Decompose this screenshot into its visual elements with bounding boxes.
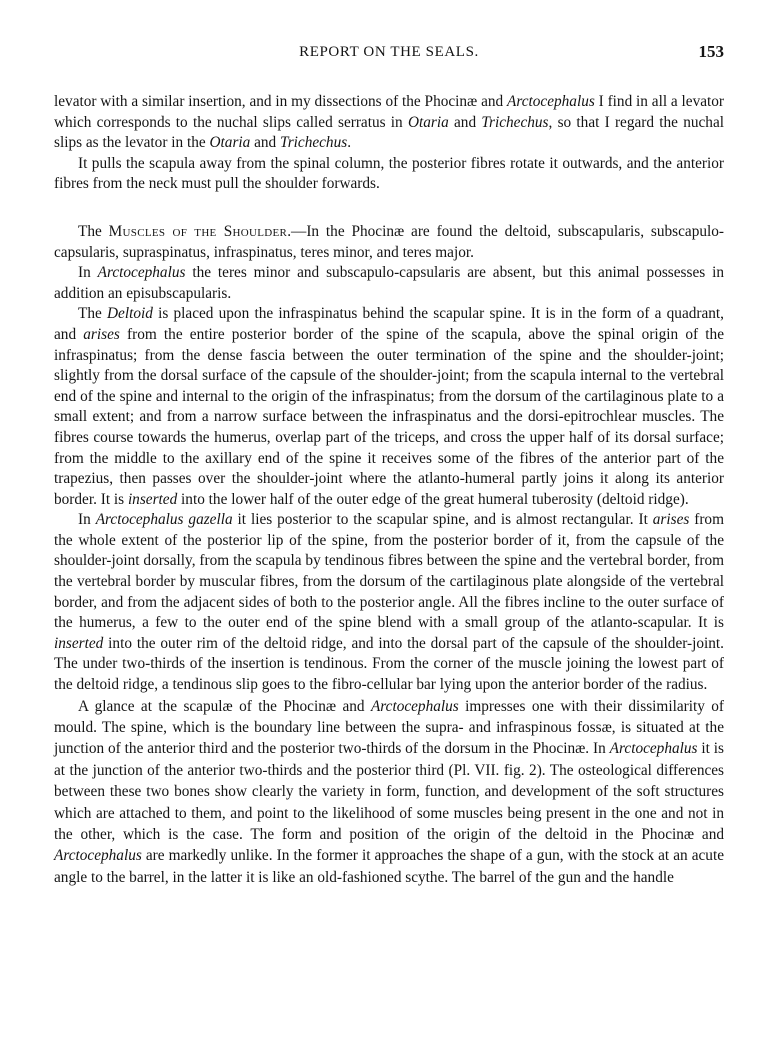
text-run: . (347, 134, 352, 152)
text-run: the teres minor and subscapulo-capsularis are absent, but this animal possesses in addition an episubscapularis. (54, 264, 724, 302)
paragraph-p7 (54, 696, 724, 889)
text-run: and (250, 134, 281, 152)
italic-term: inserted (127, 490, 178, 508)
paragraph-p3 (54, 222, 724, 263)
text-run: The (78, 222, 109, 240)
body-text (54, 92, 724, 888)
italic-term: Arctocephalus gazella (95, 511, 233, 529)
section-gap (54, 195, 724, 222)
paragraph-p5 (54, 304, 724, 510)
text-run: is placed upon the infraspinatus behind the scapular spine. It is in the form of a quadrant, and (54, 305, 724, 343)
italic-term: Otaria (209, 134, 251, 152)
running-head: REPORT ON THE SEALS. (299, 44, 479, 60)
italic-term: inserted (54, 634, 104, 652)
text-run: In (78, 511, 96, 529)
section-heading: Muscles of the Shoulder (108, 222, 288, 240)
text-run: into the outer rim of the deltoid ridge, and into the dorsal part of the capsule of the shoulder-joint. The under two-thirds of the insertion is tendinous. From the corner of the muscle joining the lowest part of the deltoid ridge, a tendinous slip goes to the fibro-cellular bar lying upon the anterior border of the radius. (54, 634, 724, 694)
italic-term: Arctocephalus (609, 740, 698, 758)
text-run: , so that I regard the nuchal slips as the levator in the (54, 113, 724, 152)
italic-term: Arctocephalus (54, 847, 142, 865)
text-run: are markedly unlike. In the former it approaches the shape of a gun, with the stock at an acute angle to the barrel, in the latter it is like an old-fashioned scythe. The barrel of the gun and the handle (54, 847, 724, 886)
page-header (54, 44, 724, 66)
paragraph-p6 (54, 510, 724, 695)
italic-term: Arctocephalus (370, 697, 459, 715)
text-run: impresses one with their dissimilarity of mould. The spine, which is the boundary line between the supra- and infraspinous fossæ, is situated at the junction of the anterior third and the posterior two-thirds of the dorsum in the Phocinæ. In (54, 697, 724, 758)
italic-term: Trichechus (280, 134, 348, 152)
text-run: from the whole extent of the posterior lip of the spine, from the posterior border of it, from the capsule of the shoulder-joint dorsally, from the scapula by tendinous fibres between the spine and the vertebral border, from the vertebral border by muscular fibres, from the dorsum of the cartilaginous plate alongside of the vertebral border, and from the adjacent sides of both to the posterior angle. All the fibres incline to the outer surface of the humerus, a few to the outer end of the spine blend with a small group of the atlanto-scapular. It is (54, 511, 724, 632)
text-run: levator with a similar insertion, and in my dissections of the Phocinæ and (54, 93, 508, 110)
paragraph-p2 (54, 154, 724, 195)
text-run: it lies posterior to the scapular spine, and is almost rectangular. It (232, 511, 653, 529)
text-run: from the entire posterior border of the spine of the scapula, above the spinal origin of the infraspinatus; from the dense fascia between the outer termination of the spine and the shoulder-joint; slightly from the dorsal surface of the capsule of the shoulder-joint; from the scapula internal to the vertebral end of the spine and internal to the origin of the infraspinatus; from the dorsum of the cartilaginous plate to a small extent; and from a narrow surface between the infraspinatus and the dorsi-epitrochlear muscles. The fibres course towards the humerus, overlap part of the triceps, and cross the upper half of its dorsal surface; from the middle to the axillary end of the spine it receives some of the fibres of the anterior part of the trapezius, then passes over the shoulder-joint where the atlanto-humeral partly joins it along its anterior border. It is (54, 325, 724, 508)
italic-term: Arctocephalus (97, 264, 186, 282)
italic-term: arises (652, 511, 690, 529)
italic-term: arises (83, 325, 120, 343)
text-run: into the lower half of the outer edge of the great humeral tuberosity (deltoid ridge). (177, 490, 689, 508)
page-number: 153 (698, 42, 724, 61)
text-run: I find in all a levator which corresponds to the nuchal slips called serratus in (54, 93, 724, 131)
italic-term: Trichechus (481, 113, 549, 131)
text-run: It pulls the scapula away from the spinal column, the posterior fibres rotate it outwards, and the anterior fibres from the neck must pull the shoulder forwards. (54, 154, 724, 193)
text-run: A glance at the scapulæ of the Phocinæ and (78, 697, 371, 715)
text-run: and (448, 113, 482, 131)
italic-term: Deltoid (107, 305, 153, 323)
italic-term: Arctocephalus (507, 93, 595, 110)
text-run: In (78, 264, 98, 282)
paragraph-p1 (54, 92, 724, 154)
text-run: it is at the junction of the anterior two-thirds and the posterior third (Pl. VII. fig. 2). The osteological differences between these two bones show clearly the variety in form, function, and development of the soft structures which are attached to them, and point to the likelihood of some muscles being present in the one and not in the other, which is the case. The form and position of the origin of the deltoid in the Phocinæ and (54, 740, 724, 844)
text-run: The (78, 305, 107, 323)
text-run: .—In the Phocinæ are found the deltoid, subscapularis, subscapulo-capsularis, supraspinatus, infraspinatus, teres minor, and teres major. (54, 222, 725, 261)
paragraph-p4 (54, 263, 724, 304)
italic-term: Otaria (407, 113, 449, 131)
